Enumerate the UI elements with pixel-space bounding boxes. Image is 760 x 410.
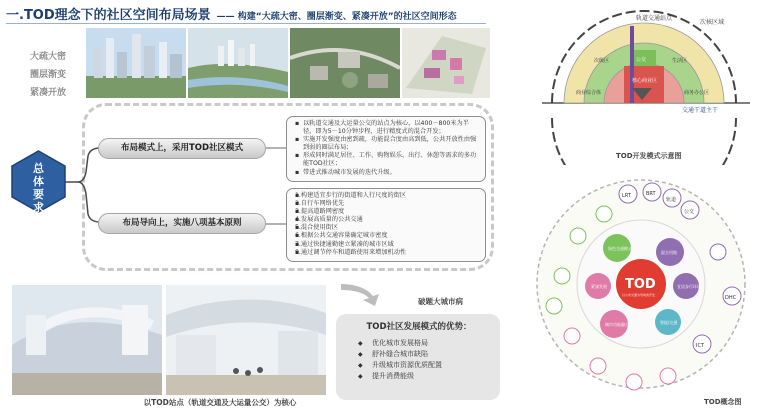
keyword-2: 圈层渐变 xyxy=(30,70,67,80)
svg-text:ICT: ICT xyxy=(696,343,705,349)
principle-item: ▪ 5.混合使用街区 xyxy=(295,224,479,232)
advantage-item: ◆ 优化城市发展格局 xyxy=(348,338,490,349)
svg-text:商务办公区: 商务办公区 xyxy=(684,90,710,96)
principle-item: ▪ 6.根据公共交通容量确定城市密度 xyxy=(295,232,479,240)
principle-item: ▪ 3.提高道路网密度 xyxy=(295,208,479,216)
advantages-box xyxy=(336,314,500,400)
axis-label: 交通干道主干 xyxy=(682,107,719,114)
svg-text:宜居步行环境: 宜居步行环境 xyxy=(677,284,701,289)
svg-text:轨道: 轨道 xyxy=(666,197,677,203)
station-label: 轨道交通站点 xyxy=(636,15,673,22)
title-divider xyxy=(6,23,486,24)
problem-label: 破题大城市病 xyxy=(418,297,463,306)
pill-tod-mode: 布局模式上，采用TOD社区模式 xyxy=(98,138,266,159)
svg-text:智能/交通: 智能/交通 xyxy=(660,320,678,325)
page-title: 一.TOD理念下的社区空间布局场景 xyxy=(6,8,211,23)
tod-center-label: TOD xyxy=(625,277,656,292)
svg-text:商业综合体: 商业综合体 xyxy=(576,90,602,96)
principle-item: ▪ 1.构建适宜步行的街道和人行尺度的街区 xyxy=(295,192,479,200)
keyword-1: 大疏大密 xyxy=(30,52,67,62)
photo-caption: 以TOD站点（轨道交通及大运量公交）为核心 xyxy=(143,398,297,407)
overall-requirements-hexagon: 总 体 要 求 xyxy=(11,150,66,213)
photo-zoning-map xyxy=(402,28,490,98)
svg-text:核心商业区: 核心商业区 xyxy=(632,78,658,84)
page-subtitle: —— 构建“大疏大密、圈层渐变、紧凑开放”的社区空间形态 xyxy=(216,12,457,22)
eight-principles-textbox xyxy=(286,188,486,262)
advantage-item: ◆ 提升消费能级 xyxy=(348,371,490,382)
photo-aerial-plan xyxy=(290,28,400,98)
svg-text:DHC: DHC xyxy=(725,295,737,301)
tod-mode-item: ▪ 形成同时满足居住、工作、购物娱乐、出行、休憩等需求的多功能TOD社区； xyxy=(295,152,479,168)
photo-skyline xyxy=(86,28,186,98)
tod-mode-item: ▪ 带进式推动城市发展的迭代升级。 xyxy=(295,169,479,177)
down-arrow-icon xyxy=(333,282,388,314)
tod-mode-item: ▪ 实施开发强度由密到疏，功能混合度由高到低，公共开放性由强到弱的圈层布局； xyxy=(295,136,479,152)
principle-item: ▪ 8.通过调节停车和道路使用来增加机动性 xyxy=(295,249,479,257)
photo-station-plaza xyxy=(12,285,162,395)
advantage-item: ◆ 升级城市资源优质配置 xyxy=(348,360,490,371)
principle-item: ▪ 7.通过快捷通勤建立紧凑的城市区域 xyxy=(295,241,479,249)
svg-text:公交: 公交 xyxy=(636,57,647,63)
title-bar xyxy=(6,4,457,24)
tod-concept-diagram xyxy=(522,176,760,410)
svg-text:城市功能融合: 城市功能融合 xyxy=(605,322,629,327)
tod-concept-caption: TOD概念图 xyxy=(704,398,742,406)
svg-text:混合用地: 混合用地 xyxy=(661,250,677,255)
svg-text:生活区: 生活区 xyxy=(672,58,688,64)
pill-eight-principles: 布局导向上，实施八项基本原则 xyxy=(98,213,266,234)
secondary-zone-label: 次核区域 xyxy=(700,19,725,26)
svg-text:公交: 公交 xyxy=(684,209,695,215)
principle-item: ▪ 4.发展高质量的公共交通 xyxy=(295,216,479,224)
advantages-title: TOD社区发展模式的优势： xyxy=(366,322,472,332)
tod-dev-model-diagram xyxy=(532,0,760,165)
dev-model-caption: TOD开发模式示意图 xyxy=(616,152,682,160)
keyword-3: 紧凑开放 xyxy=(30,88,67,98)
svg-text:BRT: BRT xyxy=(646,191,656,197)
svg-text:以公共交通为导向的开发: 以公共交通为导向的开发 xyxy=(622,293,656,297)
svg-text:LRT: LRT xyxy=(622,193,631,199)
principle-item: ▪ 2.自行车网络优先 xyxy=(295,200,479,208)
tod-mode-textbox xyxy=(286,116,486,182)
side-keywords xyxy=(30,48,78,102)
tod-mode-item: ▪ 以轨道交通及大运量公交的站点为核心，以400－800米为半径，即为5－10分钟步程，进行精度式的混合开发； xyxy=(295,120,479,136)
svg-text:紧凑发展: 紧凑发展 xyxy=(591,284,607,289)
photo-transit-hub xyxy=(166,285,326,395)
photo-riverfront xyxy=(188,28,288,98)
svg-text:绿色交通模式: 绿色交通模式 xyxy=(608,246,632,251)
svg-text:次级区: 次级区 xyxy=(594,58,610,64)
advantage-item: ◆ 舒补缝合城市缺陷 xyxy=(348,349,490,360)
